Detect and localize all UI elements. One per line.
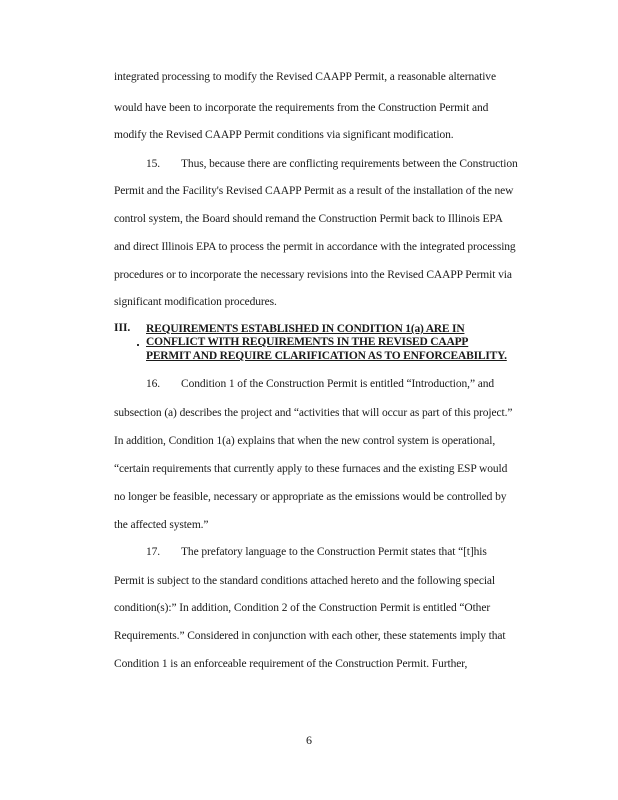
body-line: and direct Illinois EPA to process the permit in accordance with the integrated processing [114,241,516,253]
body-line: condition(s):” In addition, Condition 2 of the Construction Permit is entitled “Other [114,602,491,614]
body-line: significant modification procedures. [114,296,277,308]
body-line: modify the Revised CAAPP Permit conditions via significant modification. [114,129,454,141]
paragraph-text: Thus, because there are conflicting requirements between the Construction [181,158,518,170]
body-line: Condition 1 is an enforceable requirement of the Construction Permit. Further, [114,658,468,670]
body-line: would have been to incorporate the requirements from the Construction Permit and [114,102,489,114]
body-line: subsection (a) describes the project and “activities that will occur as part of this project.” [114,407,513,419]
paragraph-text: The prefatory language to the Construction Permit states that “[t]his [181,546,487,558]
scan-artifact-dot [137,344,139,346]
section-number: III. [114,322,131,334]
paragraph-number: 15. [146,158,161,170]
body-line: procedures or to incorporate the necessary revisions into the Revised CAAPP Permit via [114,269,512,281]
body-line: integrated processing to modify the Revised CAAPP Permit, a reasonable alternative [114,71,496,83]
page-number: 6 [306,733,312,747]
body-line: control system, the Board should remand the Construction Permit back to Illinois EPA [114,213,503,225]
paragraph-text: Condition 1 of the Construction Permit is entitled “Introduction,” and [181,378,495,390]
section-heading-line: REQUIREMENTS ESTABLISHED IN CONDITION 1(a) ARE IN [146,323,465,335]
paragraph-17-first-line [146,545,487,559]
body-line: “certain requirements that currently apply to these furnaces and the existing ESP would [114,463,508,475]
body-line: Permit is subject to the standard conditions attached hereto and the following special [114,575,496,587]
paragraph-number: 16. [146,378,161,390]
section-heading-line: CONFLICT WITH REQUIREMENTS IN THE REVISED CAAPP [146,336,469,348]
paragraph-number: 17. [146,546,161,558]
section-heading-line: PERMIT AND REQUIRE CLARIFICATION AS TO ENFORCEABILITY. [146,350,507,362]
body-line: In addition, Condition 1(a) explains that when the new control system is operational, [114,435,496,447]
body-line: the affected system.” [114,519,209,531]
body-line: Permit and the Facility's Revised CAAPP Permit as a result of the installation of the new [114,185,514,197]
body-line: Requirements.” Considered in conjunction with each other, these statements imply that [114,630,506,642]
paragraph-16-first-line [146,377,494,391]
paragraph-15-first-line [146,157,518,171]
body-line: no longer be feasible, necessary or appropriate as the emissions would be controlled by [114,491,507,503]
